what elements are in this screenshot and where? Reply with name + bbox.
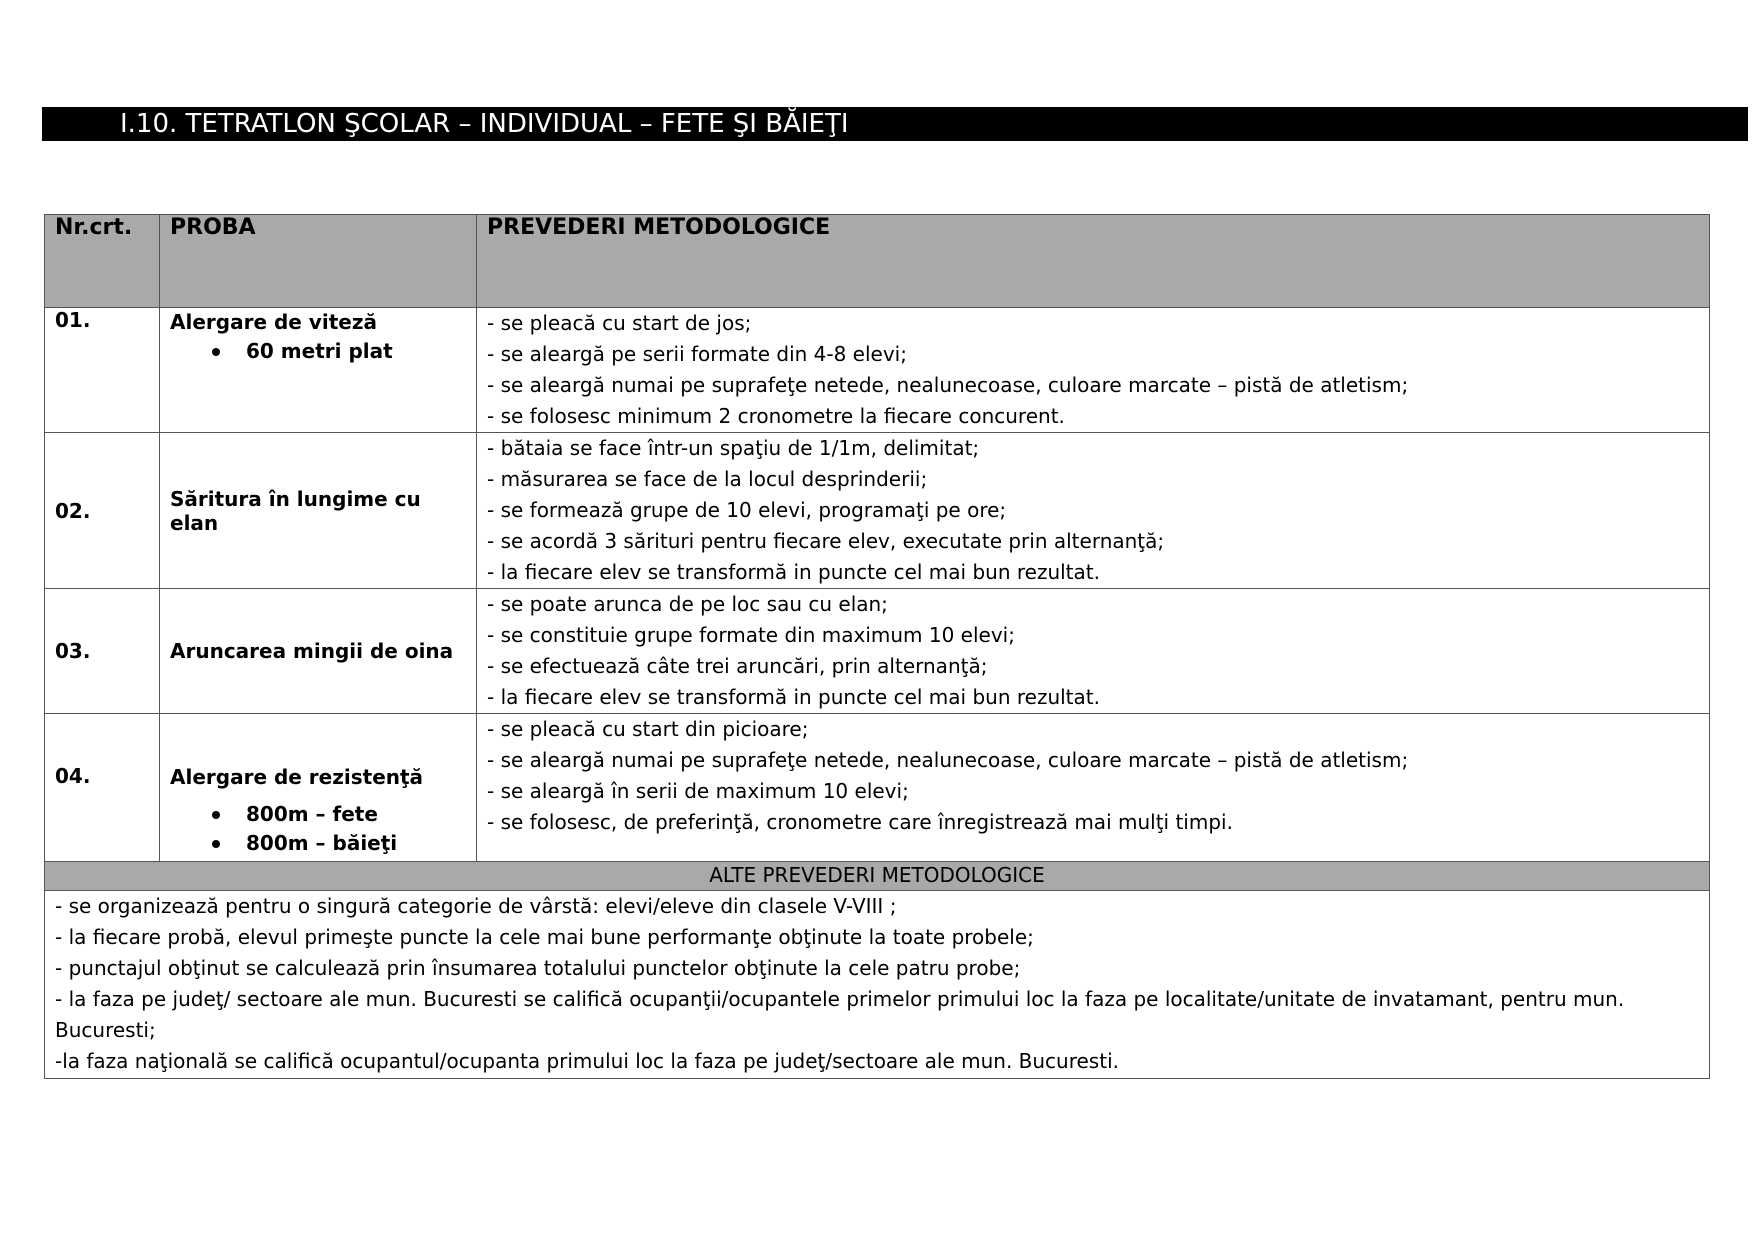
event-name: Aruncarea mingii de oina [160,589,477,714]
table-row [45,433,1710,589]
row-number: 03. [45,589,160,714]
event-subitem: 800m – băieţi [170,829,466,858]
rule-line: - se aleargă în serii de maximum 10 elevi; [487,779,909,803]
rules-cell [477,308,1710,433]
alte-line: -la faza naţională se califică ocupantul/ocupanta primului loc la faza pe judeţ/sectoare ale mun. Bucuresti. [55,1049,1119,1073]
table-header-row [45,215,1710,308]
rule-line: - se poate arunca de pe loc sau cu elan; [487,592,888,616]
event-cell [160,308,477,433]
alte-header-row [45,862,1710,891]
rule-line: - la fiecare elev se transformă in puncte cel mai bun rezultat. [487,685,1100,709]
event-sublist [170,800,466,858]
rule-line: - se acordă 3 sărituri pentru fiecare elev, executate prin alternanţă; [487,529,1165,553]
rule-line: - la fiecare elev se transformă in puncte cel mai bun rezultat. [487,560,1100,584]
event-cell [160,714,477,862]
alte-line: - punctajul obţinut se calculează prin însumarea totalului punctelor obţinute la cele patru probe; [55,956,1021,980]
alte-line: - se organizează pentru o singură categorie de vârstă: elevi/eleve din clasele V-VIII ; [55,894,897,918]
alte-prevederi-body [45,891,1710,1079]
event-name: Alergare de viteză [170,310,377,334]
rule-line: - se pleacă cu start de jos; [487,311,752,335]
event-subitem: 60 metri plat [170,337,466,366]
rule-line: - se aleargă numai pe suprafeţe netede, nealunecoase, culoare marcate – pistă de atletism; [487,748,1409,772]
row-number: 01. [45,308,160,433]
event-sublist [170,337,466,366]
table-row [45,308,1710,433]
row-number: 02. [45,433,160,589]
rule-line: - se folosesc, de preferinţă, cronometre care înregistrează mai mulţi timpi. [487,810,1233,834]
column-header-nr: Nr.crt. [45,215,160,308]
event-subitem: 800m – fete [170,800,466,829]
alte-line: - la faza pe judeţ/ sectoare ale mun. Bucuresti se califică ocupanţii/ocupantele primelor primului loc la faza pe localitate/unitate de invatamant, pentru mun. Bucuresti; [55,987,1625,1042]
methodology-table [44,214,1710,1079]
alte-body-row [45,891,1710,1079]
rule-line: - se folosesc minimum 2 cronometre la fiecare concurent. [487,404,1065,428]
event-name: Săritura în lungime cu elan [160,433,477,589]
rule-line: - se aleargă pe serii formate din 4-8 elevi; [487,342,907,366]
column-header-prevederi: PREVEDERI METODOLOGICE [477,215,1710,308]
rule-line: - bătaia se face într-un spaţiu de 1/1m, delimitat; [487,436,980,460]
rules-cell [477,589,1710,714]
event-name: Alergare de rezistenţă [170,765,424,789]
column-header-proba: PROBA [160,215,477,308]
rules-cell [477,714,1710,862]
alte-prevederi-title: ALTE PREVEDERI METODOLOGICE [45,862,1710,891]
table-row [45,714,1710,862]
rule-line: - se pleacă cu start din picioare; [487,717,809,741]
alte-line: - la fiecare probă, elevul primeşte puncte la cele mai bune performanţe obţinute la toate probele; [55,925,1034,949]
rule-line: - se constituie grupe formate din maximum 10 elevi; [487,623,1015,647]
rule-line: - se efectuează câte trei aruncări, prin alternanţă; [487,654,988,678]
rule-line: - măsurarea se face de la locul desprinderii; [487,467,928,491]
row-number: 04. [45,714,160,862]
section-title: I.10. TETRATLON ŞCOLAR – INDIVIDUAL – FETE ŞI BĂIEŢI [42,107,1748,141]
rules-cell [477,433,1710,589]
rule-line: - se formează grupe de 10 elevi, programaţi pe ore; [487,498,1007,522]
table-row [45,589,1710,714]
rule-line: - se aleargă numai pe suprafeţe netede, nealunecoase, culoare marcate – pistă de atletism; [487,373,1409,397]
